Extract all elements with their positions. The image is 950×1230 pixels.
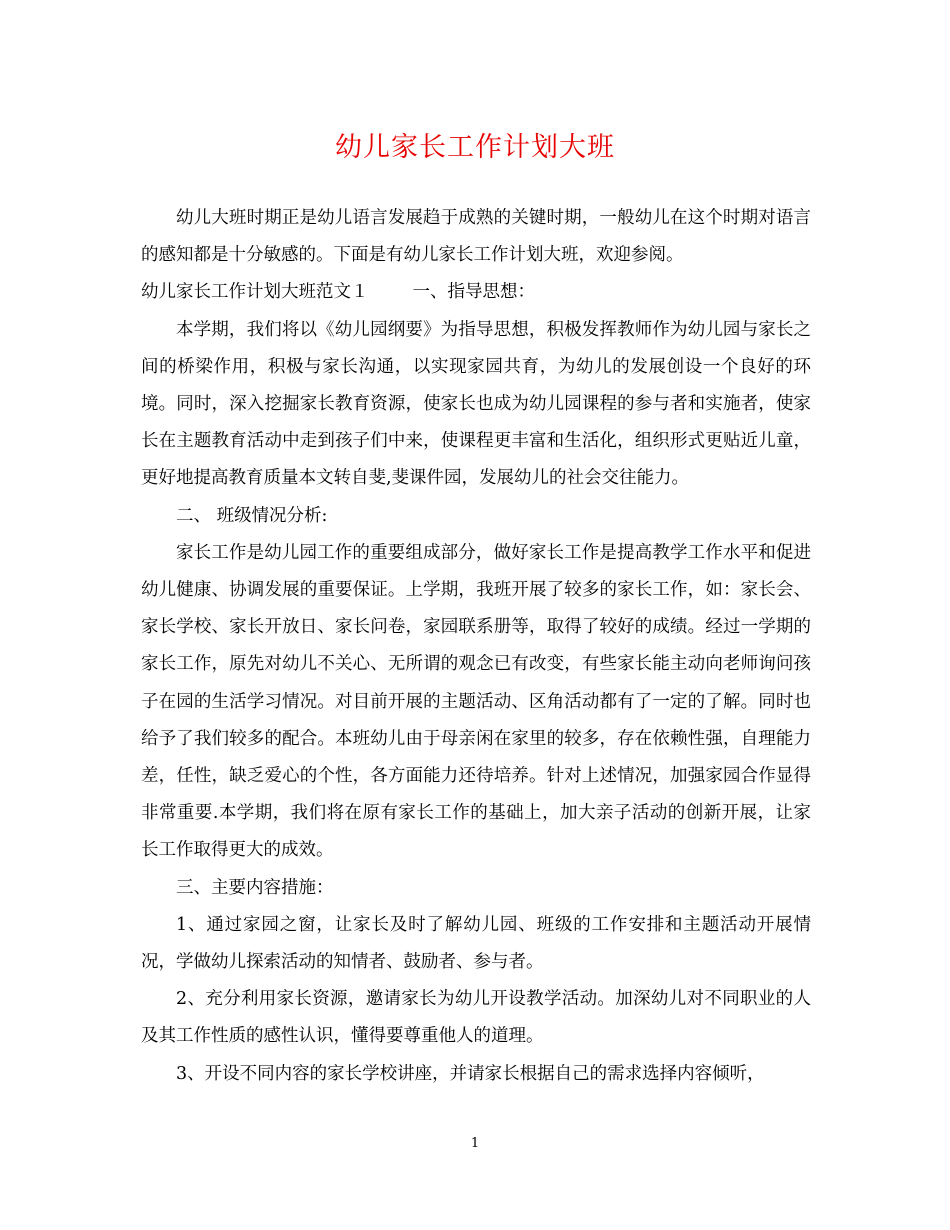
subsection-heading-class-analysis: 二、 班级情况分析: [176, 505, 328, 526]
section-heading-line [141, 274, 811, 311]
document-body [141, 200, 811, 1093]
subsection-heading-main-measures: 三、主要内容措施： [176, 877, 334, 898]
intro-paragraph: 幼儿大班时期正是幼儿语言发展趋于成熟的关键时期，一般幼儿在这个时期对语言的感知都是十分敏感的。下面是有幼儿家长工作计划大班，欢迎参阅。 [141, 208, 811, 266]
measure-item-3: 3、开设不同内容的家长学校讲座，并请家长根据自己的需求选择内容倾听， [176, 1063, 765, 1084]
paragraph-class-analysis: 家长工作是幼儿园工作的重要组成部分，做好家长工作是提高教学工作水平和促进幼儿健康、协调发展的重要保证。上学期，我班开展了较多的家长工作，如：家长会、家长学校、家长开放日、家长问卷，家园联系册等，取得了较好的成绩。经过一学期的家长工作，原先对幼儿不关心、无所谓的观念已有改变，有些家长能主动向老师询问孩子在园的生活学习情况。对目前开展的主题活动、区角活动都有了一定的了解。同时也给予了我们较多的配合。本班幼儿由于母亲闲在家里的较多，存在依赖性强，自理能力差，任性，缺乏爱心的个性，各方面能力还待培养。针对上述情况，加强家园合作显得非常重要.本学期，我们将在原有家长工作的基础上，加大亲子活动的创新开展，让家长工作取得更大的成效。 [141, 542, 811, 861]
paragraph-guiding-ideology: 本学期，我们将以《幼儿园纲要》为指导思想，积极发挥教师作为幼儿园与家长之间的桥梁作用，积极与家长沟通，以实现家园共育，为幼儿的发展创设一个良好的环境。同时，深入挖掘家长教育资源，使家长也成为幼儿园课程的参与者和实施者，使家长在主题教育活动中走到孩子们中来，使课程更丰富和生活化，组织形式更贴近儿童，更好地提高教育质量本文转自斐,斐课件园，发展幼儿的社会交往能力。 [141, 319, 811, 489]
page-number: 1 [470, 1136, 480, 1151]
section-heading: 幼儿家长工作计划大班范文１ [141, 282, 369, 303]
subsection-heading-guiding-ideology: 一、指导思想： [412, 282, 535, 303]
measure-item-1: 1、通过家园之窗，让家长及时了解幼儿园、班级的工作安排和主题活动开展情况，学做幼儿探索活动的知情者、鼓励者、参与者。 [141, 914, 811, 973]
document-title: 幼儿家长工作计划大班 [335, 132, 615, 163]
measure-item-2: 2、充分利用家长资源，邀请家长为幼儿开设教学活动。加深幼儿对不同职业的人及其工作性质的感性认识，懂得要尊重他人的道理。 [141, 989, 811, 1047]
